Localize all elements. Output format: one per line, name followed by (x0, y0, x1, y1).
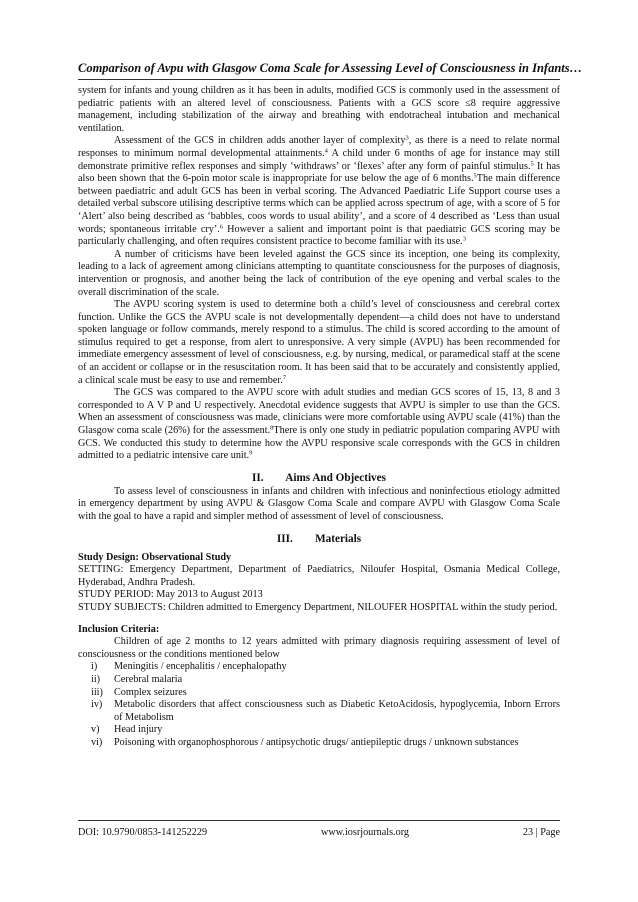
inclusion-criteria-intro: Children of age 2 months to 12 years admitted with primary diagnosis requiring assessment of level of consciousness or the conditions mentioned below (78, 636, 560, 660)
header-divider (78, 79, 560, 80)
citation: 3 (462, 235, 466, 243)
list-item: i) Meningitis / encephalitis / encephalopathy (91, 661, 287, 673)
citation: 8 (270, 424, 274, 432)
journal-page (78, 0, 583, 902)
study-design: Study Design: Observational Study (78, 551, 232, 563)
study-subjects: STUDY SUBJECTS: Children admitted to Emergency Department, NILOUFER HOSPITAL within the study period. (78, 601, 558, 613)
list-item: ii) Cerebral malaria (91, 673, 183, 685)
citation: 9 (249, 449, 253, 457)
doi-text: DOI: 10.9790/0853-141252229 (78, 827, 208, 838)
list-item: iv) Metabolic disorders that affect consciousness such as Diabetic KetoAcidosis, hypoglycemia, Inborn Errors of Metabolism (91, 699, 560, 723)
intro-paragraph-4: The AVPU scoring system is used to determine both a child’s level of consciousness and cerebral cortex function. Unlike the GCS the AVPU scale is not developmentally dependent—a child does not have to understand spoken language or follow commands, merely respond to a stimulus. The child is scored according to the amount of stimulus required to get a response, from alert to unresponsive. A very simple (AVPU) has been recommended for immediate emergency assessment of level of consciousness, e.g. by nursing, medical, or paramedical staff at the scene of an accident or collapse or in the resuscitation room. It has been said that to be accurately and consistently applied, a clinical scale must be easy to use and remember.$^7$ (78, 299, 560, 386)
journal-website[interactable]: www.iosrjournals.org (321, 827, 410, 838)
list-item: iii) Complex seizures (91, 686, 187, 698)
intro-paragraph-2: Assessment of the GCS in children adds another layer of complexity$^3$, as there is a need to relate normal responses to minimum normal developmental attainments.$^4$ A child under 6 months of age for instance may still demonstrate primitive reflex responses and simply ‘withdraws’ or ‘flexes’ after any form of painful stimulus.$^5$ It has also been shown that the 6-poin motor scale is inappropriate for use below the age of 6 months.$^5$The main difference between paediatric and adult GCS has been in verbal scoring. The Advanced Paediatric Life Support course uses a detailed verbal subscore utilising descriptive terms which can be applied across spectrum of age, with a score of 5 for ‘Alert’ also being described as ‘babbles, coos words to usual ability’, and a score of 4 described as ‘Less than usual words; spontaneous irritable cry’.$^6$ However a salient and important point is that paediatric GCS scoring may be particularly challenging, and often requires consistent practice to become familiar with its use.$^3$ (78, 134, 561, 248)
article-body (78, 85, 560, 750)
citation: 5 (530, 160, 534, 168)
list-item: v) Head injury (91, 724, 163, 736)
section-heading-materials: III. Materials (276, 532, 362, 545)
study-period: STUDY PERIOD: May 2013 to August 2013 (78, 589, 263, 601)
study-setting: SETTING: Emergency Department, Department of Paediatrics, Niloufer Hospital, Osmania Medical College, Hyderabad, Andhra Pradesh. (78, 564, 560, 588)
running-header: Comparison of Avpu with Glasgow Coma Scale for Assessing Level of Consciousness in Infants… (78, 61, 583, 75)
aims-paragraph: To assess level of consciousness in infants and children with infectious and noninfectious etiology admitted in emergency department by using AVPU & Glasgow Coma Scale and compare AVPU with Glasgow Coma Scale with the goal to have a rapid and simpler method of assessment of level of consciousness. (78, 485, 560, 522)
list-item: vi) Poisoning with organophosphorous / antipsychotic drugs/ antiepileptic drugs / unknown substances (91, 736, 519, 748)
section-heading-aims: II. Aims And Objectives (252, 471, 386, 484)
intro-paragraph-5: The GCS was compared to the AVPU score with adult studies and median GCS scores of 15, 13, 8 and 3 corresponded to A V P and U respectively. Anecdotal evidence suggests that AVPU is simpler to use than the GCS. When an assessment of consciousness was made, clinicians were more comfortable using AVPU scale (41%) than the Glasgow coma scale (26%) for the assessment.$^8$There is only one study in pediatric population comparing AVPU with GCS. We conducted this study to determine how the AVPU responsive scale corresponds with the GCS in children admitted to a pediatric intensive care unit.$^9$ (78, 387, 560, 462)
page-number: 23 | Page (522, 827, 560, 838)
footer-divider (78, 820, 560, 821)
citation: 7 (282, 374, 287, 382)
citation: 3 (405, 134, 409, 142)
citation: 5 (473, 172, 477, 180)
inclusion-criteria-list (78, 661, 560, 749)
citation: 6 (219, 223, 224, 231)
intro-paragraph-1: system for infants and young children as it has been in adults, modified GCS is commonly used in the assessment of pediatric patients with an altered level of consciousness. Patients with a GCS score ≤8 require aggressive management, including stabilization of the airway and breathing with endotracheal intubation and mechanical ventilation. (78, 85, 560, 134)
citation: 4 (324, 147, 328, 155)
inclusion-criteria-title: Inclusion Criteria: (78, 623, 160, 635)
intro-paragraph-3: A number of criticisms have been leveled against the GCS since its inception, one being its complexity, leading to a lack of agreement among clinicians attempting to quantitate consciousness for the purposes of diagnosis, intervention or prognosis, and another being the lack of contribution of the eye opening and verbal scales to the overall discrimination of the scale. (78, 248, 560, 298)
